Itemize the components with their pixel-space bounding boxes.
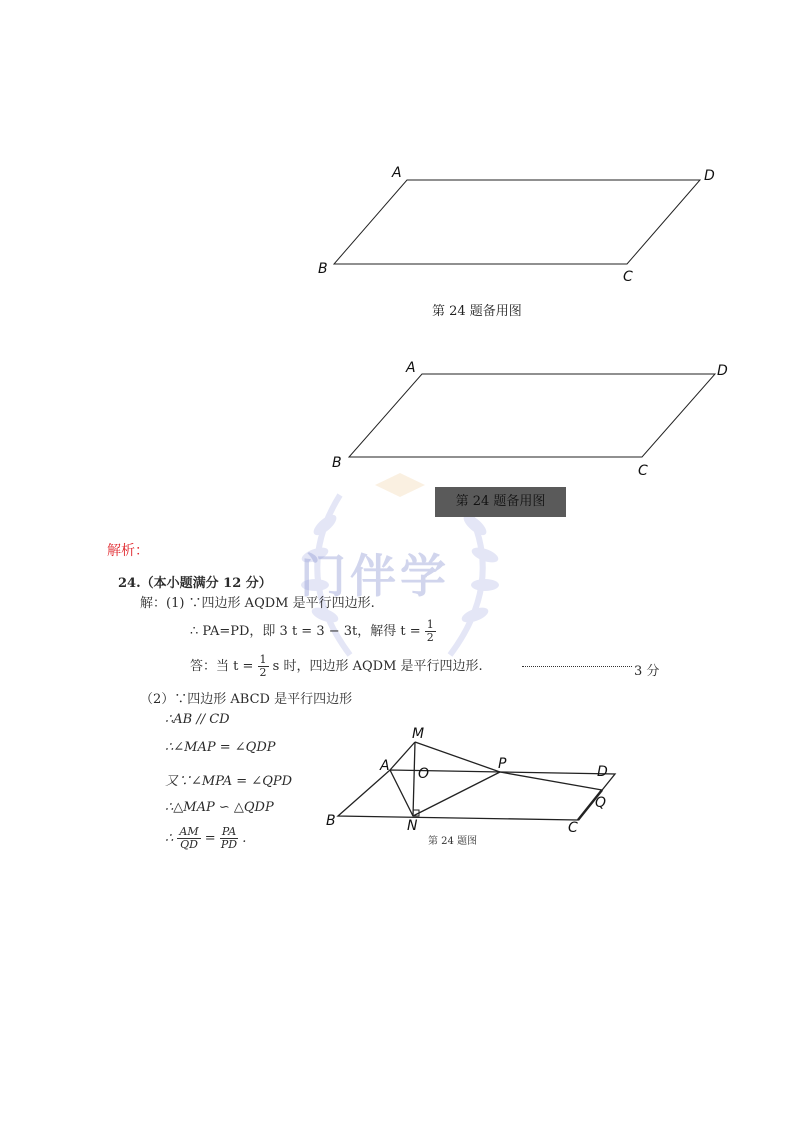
part1-line1: 解：(1) ∵四边形 AQDM 是平行四边形.: [140, 596, 375, 611]
watermark-text: 门伴学: [300, 549, 450, 603]
fraction-denominator: 2: [426, 631, 434, 644]
parallelogram-abcd: [334, 180, 700, 264]
fraction-numerator: 1: [259, 653, 267, 666]
vertex-c-label: C: [638, 463, 648, 479]
label-a: A: [380, 758, 390, 774]
part2-line3: ∴∠MAP = ∠QDP: [165, 740, 276, 755]
part1-fraction: [425, 619, 436, 644]
part2-line1: （2）∵四边形 ABCD 是平行四边形: [140, 692, 353, 707]
score-dotted-leader: [522, 666, 632, 667]
part1-line2-text: ∴ PA=PD，即 3 t = 3 − 3t，解得 t =: [190, 624, 421, 639]
vertex-d-label: D: [704, 168, 715, 184]
label-c: C: [568, 820, 578, 836]
vertex-b-label: B: [318, 261, 328, 277]
label-m: M: [412, 726, 425, 742]
fraction-numerator: PA: [221, 825, 237, 838]
part2-line2: ∴AB // CD: [165, 712, 230, 727]
parallelogram-abcd: [338, 770, 615, 820]
period: .: [242, 831, 247, 846]
segment-mn: [413, 742, 415, 816]
part1-answer-fraction: [258, 654, 269, 679]
label-q: Q: [595, 795, 607, 811]
segment-an: [390, 770, 413, 816]
figure-1-caption: 第 24 题备用图: [432, 304, 522, 319]
ratio-am-qd: [177, 826, 200, 851]
vertex-d-label: D: [717, 363, 728, 379]
parallelogram-abcd: [349, 374, 715, 457]
part1-answer: [190, 654, 483, 679]
part1-answer-pre: 答：当 t =: [190, 659, 254, 674]
vertex-c-label: C: [623, 269, 633, 285]
parallelogram-figure-1: [310, 160, 730, 290]
fraction-numerator: 1: [426, 618, 434, 631]
part1-score: 3 分: [634, 664, 660, 679]
fraction-numerator: AM: [179, 825, 199, 838]
label-p: P: [498, 756, 507, 772]
figure-2-caption: 第 24 题备用图: [435, 487, 566, 517]
ratio-pa-pd: [220, 826, 238, 851]
part1-answer-post: s 时，四边形 AQDM 是平行四边形.: [272, 659, 483, 674]
parallelogram-figure-2: [325, 355, 745, 485]
part2-line4: 又∵∠MPA = ∠QPD: [165, 774, 293, 789]
label-b: B: [326, 813, 336, 829]
part2-line6: ∴ $\frac{AM}{QD}$ = $\frac{PA}{PD}$ .: [165, 825, 247, 851]
fraction-denominator: QD: [180, 838, 198, 851]
vertex-a-label: A: [392, 165, 402, 181]
label-o: O: [418, 766, 430, 782]
solution-diagram: [320, 728, 620, 853]
analysis-label: 解析：: [107, 543, 149, 559]
vertex-b-label: B: [332, 455, 342, 471]
vertex-a-label: A: [406, 360, 416, 376]
label-d: D: [597, 764, 608, 780]
fraction-denominator: PD: [220, 838, 238, 851]
diagram-caption: 第 24 题图: [428, 836, 478, 847]
segment-pq: [500, 772, 602, 790]
part1-line2: [190, 619, 436, 644]
part2-line5: ∴△MAP ∽ △QDP: [165, 800, 274, 815]
therefore-symbol: ∴: [165, 831, 174, 846]
segment-am: [390, 742, 415, 770]
solution-heading: 24.（本小题满分 12 分）: [118, 576, 272, 591]
label-n: N: [407, 818, 418, 834]
fraction-denominator: 2: [259, 666, 267, 679]
